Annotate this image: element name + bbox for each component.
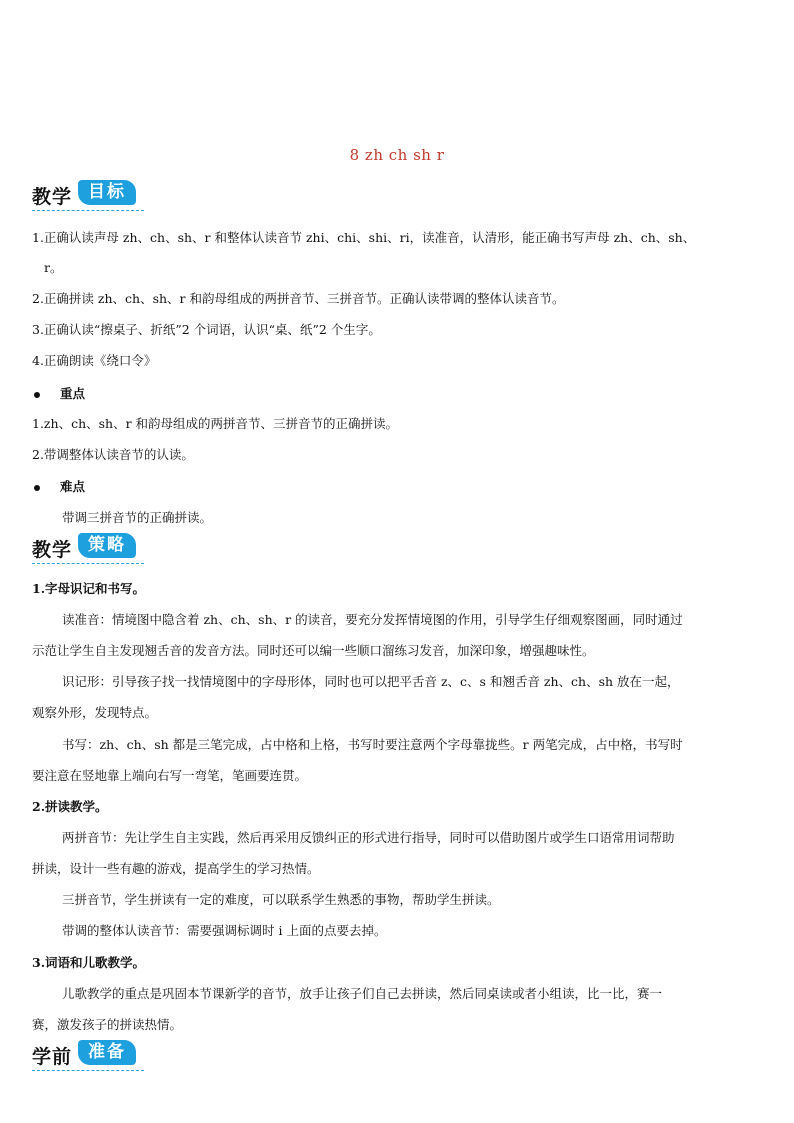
section-header-prefix: 教学 [32, 186, 73, 208]
key-point-2: 2.带调整体认读音节的认读。 [32, 447, 194, 462]
key-point-1: 1.zh、ch、sh、r 和韵母组成的两拼音节、三拼音节的正确拼读。 [32, 416, 399, 431]
strategy-1-line: 读准音：情境图中隐含着 zh、ch、sh、r 的读音，要充分发挥情境图的作用，引导学生仔细观察图画，同时通过 [62, 612, 683, 627]
strategy-2-heading: 2.拼读教学。 [32, 799, 108, 814]
section-header-prefix: 教学 [32, 539, 73, 561]
lesson-title: 8 zh ch sh r [349, 146, 445, 164]
strategy-2-line: 带调的整体认读音节：需要强调标调时 i 上面的点要去掉。 [62, 923, 387, 938]
section-header-prep [32, 1040, 144, 1071]
section-header-prefix: 学前 [32, 1046, 73, 1068]
strategy-2-line: 拼读，设计一些有趣的游戏，提高学生的学习热情。 [32, 861, 320, 876]
strategy-1-line: 示范让学生自主发现翘舌音的发音方法。同时还可以编一些顺口溜练习发音，加深印象，增强趣味性。 [32, 643, 595, 658]
goal-line-1-cont: r。 [44, 260, 63, 275]
section-header-badge: 准备 [78, 1040, 136, 1065]
section-header-badge: 目标 [78, 180, 136, 205]
strategy-1-line: 要注意在竖地靠上端向右写一弯笔，笔画要连贯。 [32, 768, 308, 783]
strategy-2-line: 两拼音节：先让学生自主实践，然后再采用反馈纠正的形式进行指导，同时可以借助图片或学生口语常用词帮助 [62, 830, 675, 845]
bullet-dot-icon [34, 485, 40, 491]
key-points-heading: 重点 [32, 384, 85, 402]
section-header-strategy [32, 533, 144, 564]
strategy-1-line: 识记形：引导孩子找一找情境图中的字母形体，同时也可以把平舌音 z、c、s 和翘舌音 zh、ch、sh 放在一起， [62, 674, 680, 689]
section-header-badge: 策略 [78, 533, 136, 558]
strategy-3-line: 儿歌教学的重点是巩固本节课新学的音节，放手让孩子们自己去拼读，然后同桌读或者小组读，比一比，赛一 [62, 986, 663, 1001]
strategy-1-heading: 1.字母识记和书写。 [32, 581, 146, 596]
strategy-2-line: 三拼音节，学生拼读有一定的难度，可以联系学生熟悉的事物，帮助学生拼读。 [62, 892, 500, 907]
strategy-3-heading: 3.词语和儿歌教学。 [32, 955, 146, 970]
strategy-1-line: 观察外形，发现特点。 [32, 705, 158, 720]
strategy-3-line: 赛，激发孩子的拼读热情。 [32, 1017, 183, 1032]
section-header-goals [32, 180, 144, 211]
strategy-1-line: 书写：zh、ch、sh 都是三笔完成，占中格和上格，书写时要注意两个字母靠拢些。r 两笔完成，占中格，书写时 [62, 737, 683, 752]
difficulty-text: 带调三拼音节的正确拼读。 [62, 510, 213, 525]
difficulty-heading: 难点 [32, 477, 85, 495]
goal-line-3: 3.正确认读“擦桌子、折纸”2 个词语，认识“桌、纸”2 个生字。 [32, 322, 381, 337]
goal-line-4: 4.正确朗读《绕口令》 [32, 353, 157, 368]
goal-line-2: 2.正确拼读 zh、ch、sh、r 和韵母组成的两拼音节、三拼音节。正确认读带调的整体认读音节。 [32, 291, 565, 306]
goal-line-1: 1.正确认读声母 zh、ch、sh、r 和整体认读音节 zhi、chi、shi、ri，读准音，认清形，能正确书写声母 zh、ch、sh、 [32, 230, 696, 245]
bullet-dot-icon [34, 392, 40, 398]
